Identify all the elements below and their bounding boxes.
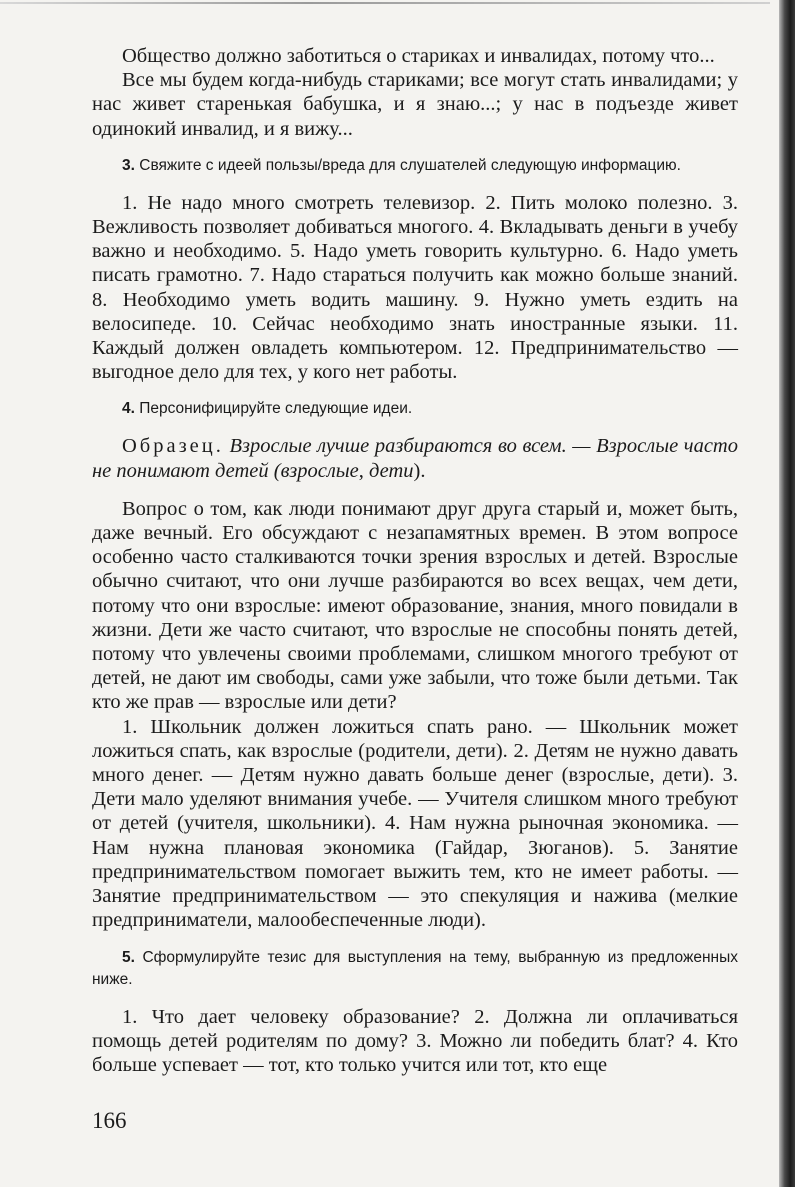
paragraph-society: Общество должно заботиться о стариках и инвалидах, потому что... xyxy=(122,45,715,67)
task-5-list: 1. Что дает человеку образование? 2. Должна ли оплачиваться помощь детей родителям по дому? 3. Можно ли победить блат? 4. Кто больше успевает — тот, кто только учится или тот, кто еще xyxy=(92,1005,738,1076)
task-5-text: Сформулируйте тезис для выступления на тему, выбранную из предложенных ниже. xyxy=(92,948,738,988)
sample-person-1: взрослые xyxy=(280,459,359,482)
sample-end: ). xyxy=(413,459,426,482)
page-body xyxy=(92,44,738,1077)
page-number: 166 xyxy=(92,1108,127,1133)
task-5-number: 5. xyxy=(122,948,135,966)
task-4-instruction xyxy=(92,398,738,420)
paragraph-examples: Все мы будем когда-нибудь стариками; все могут стать инвалидами; у нас живет старенькая бабушка, и я знаю...; у нас в подъезде живет одинокий инвалид, и я вижу... xyxy=(92,69,738,140)
task-3-list: 1. Не надо много смотреть телевизор. 2. Пить молоко полезно. 3. Вежливость позволяет добиваться многого. 4. Вкладывать деньги в учебу важно и необходимо. 5. Надо уметь говорить культурно. 6. Надо уметь писать грамотно. 7. Надо стараться получить как можно больше знаний. 8. Необходимо уметь водить машину. 9. Нужно уметь ездить на велосипеде. 10. Сейчас необходимо знать иностранные языки. 11. Каждый должен овладеть компьютером. 12. Предпринимательство — выгодное дело для тех, у кого нет работы. xyxy=(92,191,738,384)
task-3-number: 3. xyxy=(122,156,135,174)
task-4-text: Персонифицируйте следующие идеи. xyxy=(134,400,413,418)
task-4-number: 4. xyxy=(122,400,135,418)
book-spine-shadow xyxy=(779,0,795,1187)
sample-person-2: дети xyxy=(369,459,414,482)
task-4-list: 1. Школьник должен ложиться спать рано. — Школьник может ложиться спать, как взрослые (родители, дети). 2. Детям не нужно давать много денег. — Детям нужно давать больше денег (взрослые, дети). 3. Дети мало уделяют внимания учебе. — Учителя слишком много требуют от детей (учителя, школьники). 4. Нам нужна рыночная экономика. — Нам нужна плановая экономика (Гайдар, Зюганов). 5. Занятие предпринимательством помогает выжить тем, кто не имеет работы. — Занятие предпринимательством — это спекуляция и нажива (мелкие предприниматели, малообеспеченные люди). xyxy=(92,715,738,932)
sample-example xyxy=(92,434,738,482)
sample-separator: , xyxy=(358,459,369,482)
task-3-text: Свяжите с идеей пользы/вреда для слушателей следующую информацию. xyxy=(134,156,681,174)
top-edge-rule xyxy=(0,2,770,4)
sample-text: Взрослые лучше разбираются во всем. — Взрослые часто не понимают детей ( xyxy=(92,435,738,482)
task-3-instruction xyxy=(92,155,738,177)
sample-label: Образец. xyxy=(122,435,224,458)
task-5-instruction xyxy=(92,947,738,991)
essay-paragraph: Вопрос о том, как люди понимают друг друга старый и, может быть, даже вечный. Его обсуждают с незапамятных времен. В этом вопросе особенно часто сталкиваются точки зрения взрослых и детей. Взрослые обычно считают, что они лучше разбираются во всех вещах, чем дети, потому что они взрослые: имеют образование, знания, много повидали в жизни. Дети же часто считают, что взрослые не способны понять детей, потому что увлечены своими проблемами, слишком многого требуют от детей, не дают им свободы, сами уже забыли, что тоже были детьми. Так кто же прав — взрослые или дети? xyxy=(92,497,738,714)
